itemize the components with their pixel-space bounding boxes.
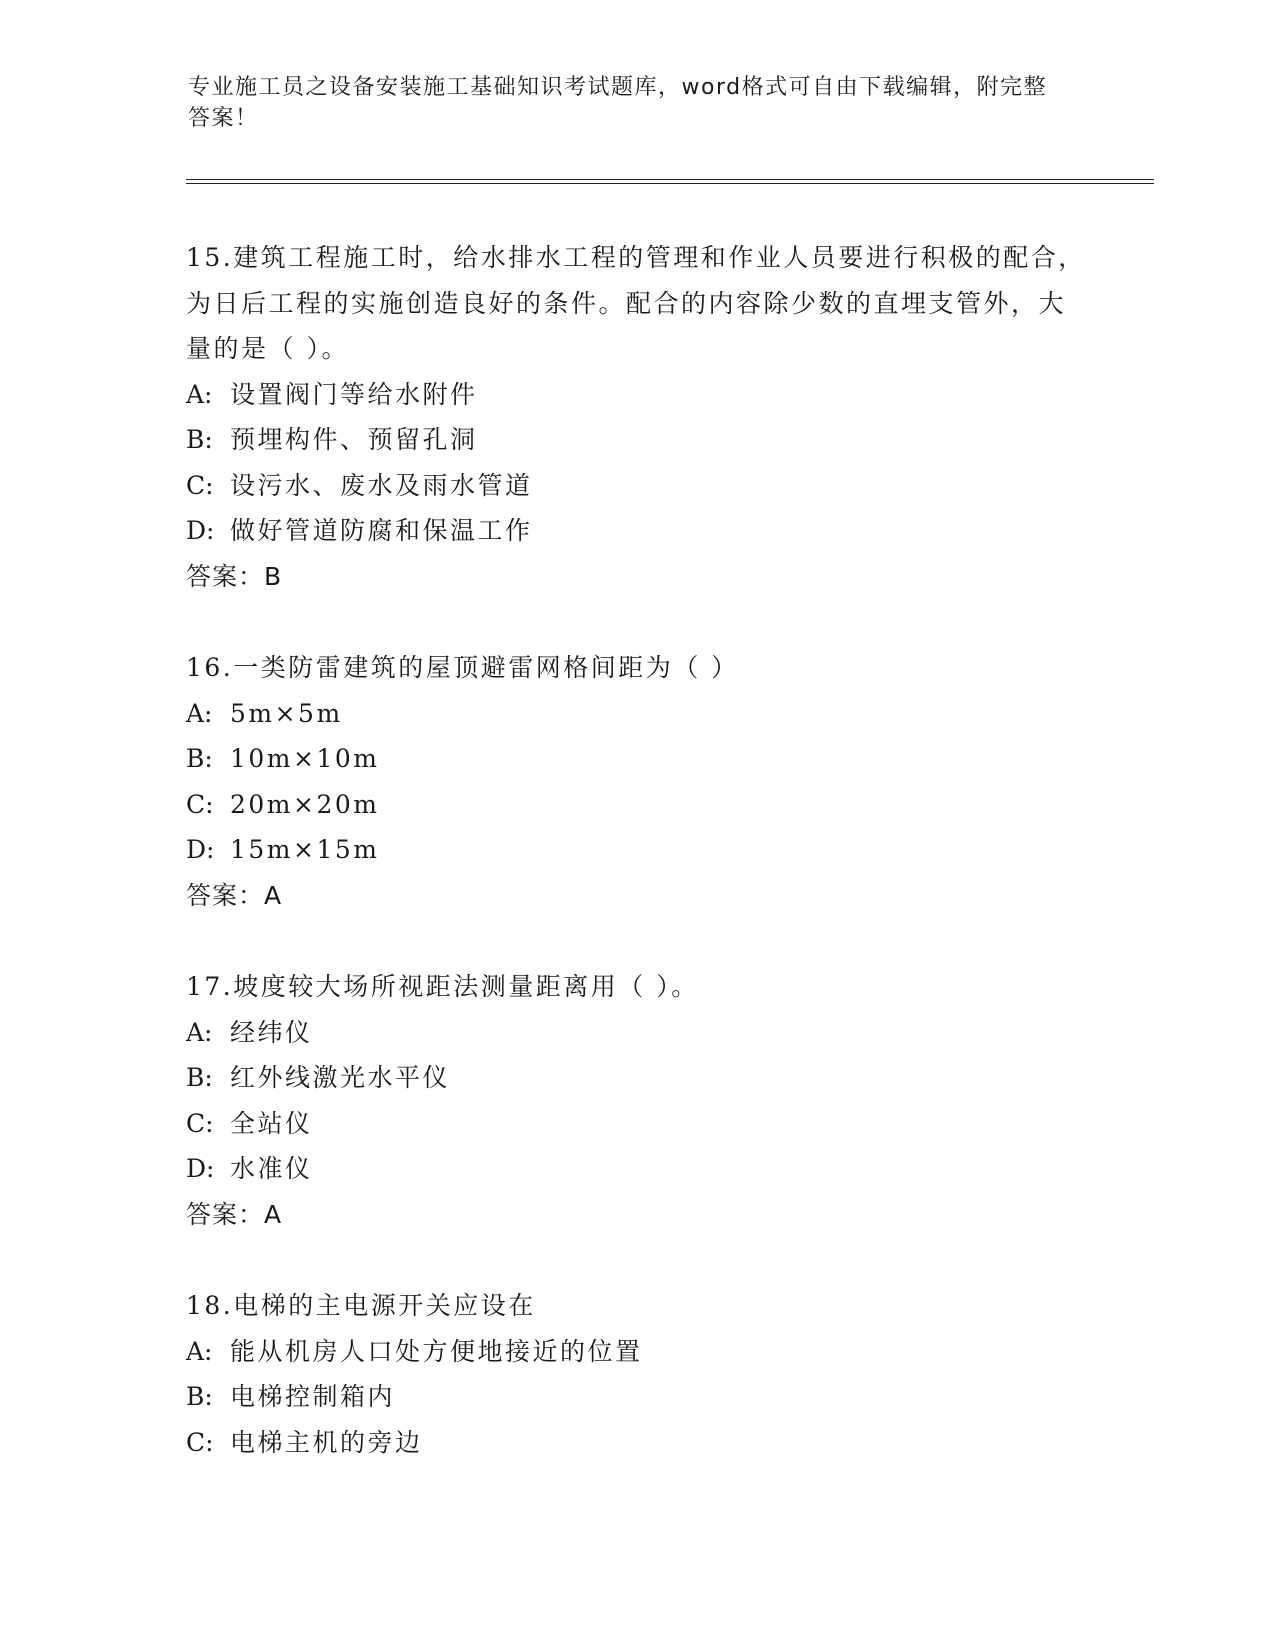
- header-divider-top: [186, 179, 1154, 180]
- option-a: [186, 372, 1086, 418]
- option-letter: C:: [186, 789, 214, 819]
- option-text: 设置阀门等给水附件: [230, 379, 478, 409]
- option-text: 10m×10m: [230, 744, 380, 773]
- option-text: 电梯主机的旁边: [230, 1427, 423, 1457]
- document-intro: 专业施工员之设备安装施工基础知识考试题库，word格式可自由下载编辑，附完整答案！: [188, 75, 1048, 131]
- option-text: 设污水、废水及雨水管道: [230, 470, 533, 500]
- option-text: 电梯控制箱内: [230, 1382, 396, 1411]
- option-letter: C:: [186, 1108, 214, 1138]
- option-letter: A:: [186, 698, 213, 728]
- option-text: 经纬仪: [230, 1017, 313, 1047]
- option-letter: A:: [186, 379, 213, 409]
- option-b: [186, 417, 1086, 463]
- option-text: 20m×20m: [230, 789, 380, 819]
- option-text: 做好管道防腐和保温工作: [230, 516, 533, 545]
- answer-line: 答案：B: [186, 561, 283, 591]
- option-b: [186, 736, 1086, 782]
- option-text: 水准仪: [230, 1154, 313, 1183]
- option-text: 5m×5m: [230, 698, 343, 728]
- option-letter: D:: [186, 516, 215, 545]
- option-a: [186, 691, 1086, 737]
- option-text: 能从机房人口处方便地接近的位置: [230, 1336, 643, 1366]
- question-list: [186, 235, 1086, 1511]
- option-letter: A:: [186, 1017, 213, 1047]
- option-letter: B:: [186, 425, 213, 454]
- question-stem: 15.建筑工程施工时，给水排水工程的管理和作业人员要进行积极的配合，为日后工程的实施创造良好的条件。配合的内容除少数的直埋支管外，大量的是（ ）。: [186, 243, 1086, 363]
- option-letter: C:: [186, 470, 214, 500]
- option-a: [186, 1010, 1086, 1056]
- question-stem: 18.电梯的主电源开关应设在: [186, 1291, 536, 1320]
- header-divider-bottom: [186, 183, 1154, 184]
- question-18: [186, 1283, 1086, 1465]
- option-text: 15m×15m: [230, 835, 380, 864]
- option-text: 全站仪: [230, 1108, 313, 1138]
- option-text: 预埋构件、预留孔洞: [230, 425, 478, 454]
- question-16: [186, 645, 1086, 918]
- answer-line: 答案：A: [186, 880, 283, 910]
- answer-line: 答案：A: [186, 1199, 283, 1229]
- option-d: [186, 827, 1086, 873]
- question-17: [186, 964, 1086, 1237]
- option-letter: B:: [186, 744, 213, 773]
- option-letter: C:: [186, 1427, 214, 1457]
- question-15: [186, 235, 1086, 599]
- option-c: [186, 782, 1086, 828]
- option-a: [186, 1329, 1086, 1375]
- option-d: [186, 508, 1086, 554]
- option-letter: D:: [186, 1154, 215, 1183]
- option-letter: B:: [186, 1382, 213, 1411]
- option-d: [186, 1146, 1086, 1192]
- option-letter: B:: [186, 1063, 213, 1092]
- option-text: 红外线激光水平仪: [230, 1063, 451, 1092]
- option-c: [186, 1420, 1086, 1466]
- option-b: [186, 1374, 1086, 1420]
- option-letter: D:: [186, 835, 215, 864]
- option-c: [186, 463, 1086, 509]
- option-c: [186, 1101, 1086, 1147]
- option-b: [186, 1055, 1086, 1101]
- question-stem: 16.一类防雷建筑的屋顶避雷网格间距为（ ）: [186, 653, 739, 682]
- option-letter: A:: [186, 1336, 213, 1366]
- question-stem: 17.坡度较大场所视距法测量距离用（ ）。: [186, 972, 699, 1001]
